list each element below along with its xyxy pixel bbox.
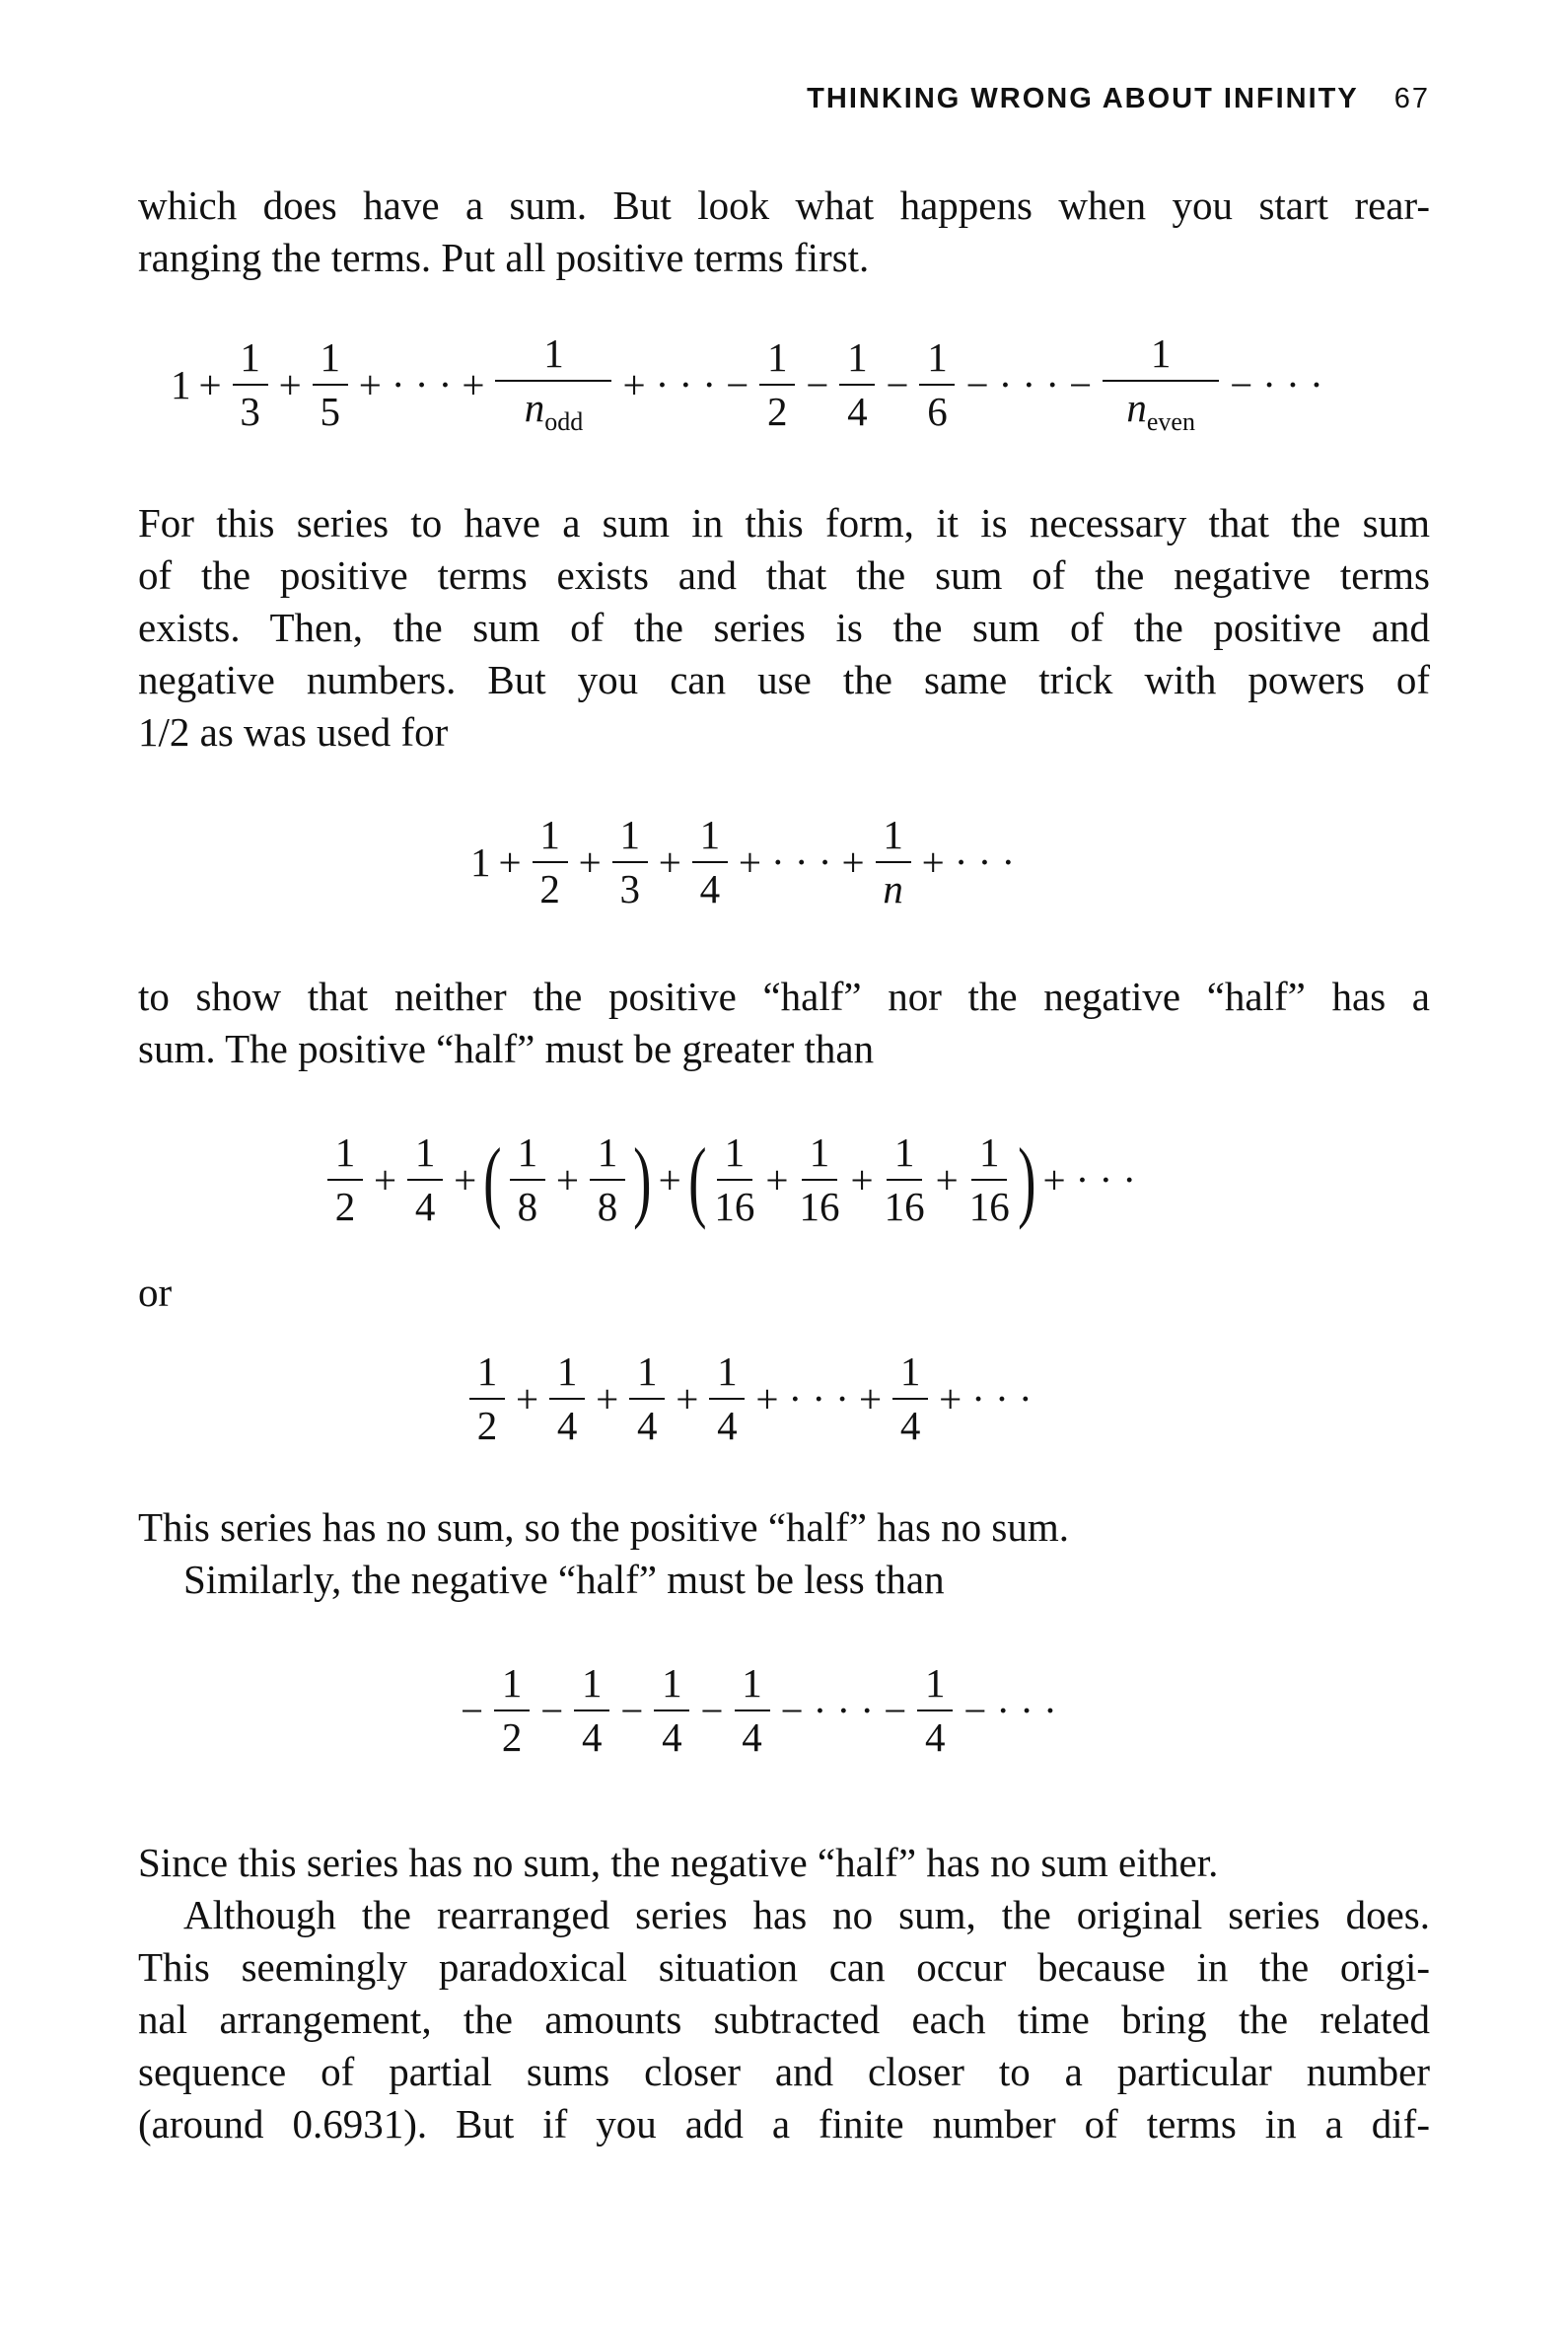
eq-operator: − xyxy=(965,361,989,407)
eq-ellipsis: · · · xyxy=(771,839,832,885)
eq-operator: − xyxy=(461,1688,484,1733)
fraction: $\frac{1}{16}$ xyxy=(884,1129,925,1229)
text-line: sum. The positive “half” must be greater than xyxy=(138,1026,875,1071)
eq-ellipsis: · · · xyxy=(998,361,1060,407)
eq-operator: + xyxy=(454,1157,477,1202)
fraction: $\frac{1}{8}$ xyxy=(510,1132,545,1227)
eq-operator: + xyxy=(198,361,222,407)
text-line: of the positive terms exists and that the sum of the negative terms xyxy=(138,552,1430,598)
eq-operator: + xyxy=(676,1376,699,1421)
eq-ellipsis: · · · xyxy=(788,1376,849,1421)
eq-operator: − xyxy=(700,1688,724,1733)
fraction: $\frac{1}{2}$ xyxy=(494,1663,530,1758)
fraction: $\frac{1}{4}$ xyxy=(735,1663,770,1758)
text-line: This seemingly paradoxical situation can occur because in the origi- xyxy=(138,1944,1430,1990)
eq-term: 1 xyxy=(470,839,491,885)
eq-operator: + xyxy=(765,1157,789,1202)
fraction: $\frac{1}{3}$ xyxy=(233,337,268,432)
eq-operator: + xyxy=(462,361,485,407)
eq-operator: + xyxy=(516,1376,539,1421)
right-paren: ) xyxy=(1017,1129,1036,1230)
eq-operator: − xyxy=(540,1688,564,1733)
fraction: $\frac{1}{2}$ xyxy=(327,1132,363,1227)
fraction: $\frac{1}{8}$ xyxy=(590,1132,625,1227)
equation-negative-quarters-series xyxy=(456,1660,1062,1760)
text-line: (around 0.6931). But if you add a finite number of terms in a dif- xyxy=(138,2101,1430,2146)
text-line: or xyxy=(138,1270,173,1315)
eq-operator: − xyxy=(886,361,909,407)
eq-operator: − xyxy=(1230,361,1253,407)
equation-quarters-series xyxy=(463,1348,1037,1448)
fraction: $\frac{1}{16}$ xyxy=(799,1129,840,1229)
page-number: 67 xyxy=(1393,83,1430,114)
text-line: Similarly, the negative “half” must be less than xyxy=(183,1557,945,1602)
text-line: 1/2 as was used for xyxy=(138,709,449,755)
eq-operator: + xyxy=(935,1157,959,1202)
eq-ellipsis: · · · xyxy=(655,361,717,407)
fraction: $\frac{1}{4}$ xyxy=(892,1351,928,1446)
fraction: $\frac{1}{5}$ xyxy=(313,337,348,432)
eq-operator: + xyxy=(278,361,302,407)
eq-operator: − xyxy=(726,361,749,407)
fraction: $\frac{1}{4}$ xyxy=(917,1663,953,1758)
equation-grouped-positive-terms xyxy=(321,1129,1141,1230)
fraction: $\frac{1}{16}$ xyxy=(714,1129,755,1229)
eq-operator: − xyxy=(806,361,829,407)
paragraph-6 xyxy=(138,1889,1430,2150)
eq-ellipsis: · · · xyxy=(996,1688,1057,1733)
fraction: $\frac{1}{4}$ xyxy=(549,1351,585,1446)
eq-term: 1 xyxy=(171,361,191,407)
fraction: $\frac{1}{4}$ xyxy=(692,815,728,909)
eq-operator: − xyxy=(1069,361,1093,407)
eq-operator: + xyxy=(658,1157,681,1202)
text-line: which does have a sum. But look what happens when you start rear- xyxy=(138,182,1430,228)
fraction: $\frac{1}{n}$ xyxy=(876,815,911,909)
eq-ellipsis: · · · xyxy=(391,361,453,407)
eq-ellipsis: · · · xyxy=(1262,361,1323,407)
eq-operator: + xyxy=(755,1376,779,1421)
fraction: $\frac{1}{6}$ xyxy=(919,337,955,432)
eq-operator: + xyxy=(1042,1157,1066,1202)
eq-operator: − xyxy=(780,1688,804,1733)
eq-ellipsis: · · · xyxy=(971,1376,1033,1421)
eq-operator: − xyxy=(884,1688,907,1733)
paragraph-1 xyxy=(138,180,1430,284)
fraction: $\frac{1}{4}$ xyxy=(574,1663,609,1758)
paragraph-3 xyxy=(138,971,1430,1075)
fraction: $\frac{1}{4}$ xyxy=(839,337,875,432)
equation-harmonic-series xyxy=(467,812,1020,911)
equation-rearranged-series xyxy=(168,330,1328,437)
text-line: This series has no sum, so the positive “half” has no sum. xyxy=(138,1504,1070,1550)
fraction: $\frac{1}{2}$ xyxy=(469,1351,505,1446)
eq-operator: + xyxy=(841,839,865,885)
right-paren: ) xyxy=(633,1129,652,1230)
text-line: Since this series has no sum, the negative “half” has no sum either. xyxy=(138,1840,1219,1885)
text-line: Although the rearranged series has no sum, the original series does. xyxy=(183,1892,1430,1937)
running-title: THINKING WRONG ABOUT INFINITY xyxy=(807,83,1359,114)
fraction: $\frac{1}{4}$ xyxy=(629,1351,665,1446)
eq-operator: + xyxy=(939,1376,962,1421)
fraction: $\frac{1}{4}$ xyxy=(407,1132,443,1227)
eq-operator: + xyxy=(374,1157,397,1202)
eq-ellipsis: · · · xyxy=(813,1688,875,1733)
eq-operator: + xyxy=(555,1157,580,1202)
fraction: $\frac{1}{4}$ xyxy=(709,1351,745,1446)
text-line: negative numbers. But you can use the same trick with powers of xyxy=(138,657,1430,702)
fraction: $\frac{1}{4}$ xyxy=(654,1663,689,1758)
paragraph-2 xyxy=(138,497,1430,759)
paragraph-4 xyxy=(138,1501,1430,1606)
eq-operator: + xyxy=(596,1376,619,1421)
text-line: exists. Then, the sum of the series is the sum of the positive and xyxy=(138,605,1430,650)
eq-operator: + xyxy=(578,839,602,885)
text-line: to show that neither the positive “half” nor the negative “half” has a xyxy=(138,974,1430,1019)
fraction: $\frac{1}{2}$ xyxy=(759,337,795,432)
fraction: $\frac{1}{2}$ xyxy=(533,815,568,909)
text-line: nal arrangement, the amounts subtracted each time bring the related xyxy=(138,1997,1430,2042)
eq-operator: − xyxy=(963,1688,987,1733)
left-paren: ( xyxy=(687,1129,707,1230)
fraction: $\frac{1}{n_{odd}}$ xyxy=(495,333,611,435)
eq-operator: + xyxy=(622,361,646,407)
text-line: For this series to have a sum in this form, it is necessary that the sum xyxy=(138,500,1430,546)
paragraph-5 xyxy=(138,1837,1430,1889)
running-header xyxy=(807,83,1430,115)
eq-ellipsis: · · · xyxy=(1075,1157,1137,1202)
or-text xyxy=(138,1267,1430,1319)
eq-operator: + xyxy=(921,839,945,885)
eq-operator: + xyxy=(858,1376,883,1421)
eq-operator: + xyxy=(358,361,382,407)
eq-operator: + xyxy=(850,1157,874,1202)
eq-operator: + xyxy=(498,839,522,885)
eq-operator: + xyxy=(658,839,681,885)
fraction: $\frac{1}{16}$ xyxy=(968,1129,1010,1229)
fraction: $\frac{1}{3}$ xyxy=(612,815,648,909)
text-line: ranging the terms. Put all positive terms first. xyxy=(138,235,870,280)
text-line: sequence of partial sums closer and closer to a particular number xyxy=(138,2049,1430,2094)
fraction: $\frac{1}{n_{even}}$ xyxy=(1103,333,1219,435)
eq-operator: + xyxy=(738,839,761,885)
eq-ellipsis: · · · xyxy=(954,839,1016,885)
eq-operator: − xyxy=(620,1688,644,1733)
left-paren: ( xyxy=(483,1129,502,1230)
